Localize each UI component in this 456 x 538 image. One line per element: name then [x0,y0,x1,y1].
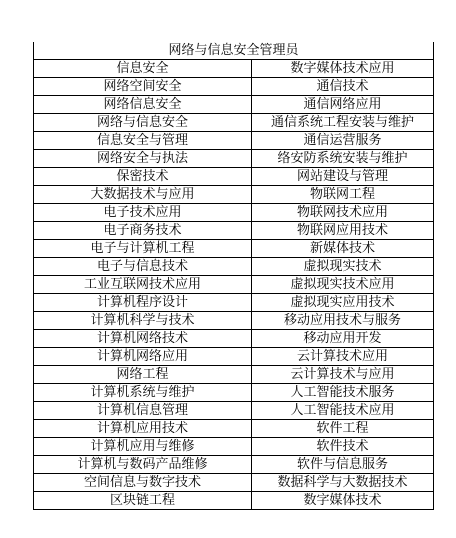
table-row [34,456,434,474]
major-cell-right: 数字媒体技术 [252,492,434,510]
major-cell-left: 计算机程序设计 [34,294,252,312]
major-cell-left: 空间信息与数字技术 [34,474,252,492]
major-cell-right: 新媒体技术 [252,240,434,258]
table-row [34,330,434,348]
major-cell-left: 电子商务技术 [34,222,252,240]
major-cell-right: 移动应用开发 [252,330,434,348]
major-cell-right: 人工智能技术服务 [252,384,434,402]
table-row [34,150,434,168]
table-row [34,474,434,492]
major-cell-right: 物联网工程 [252,186,434,204]
major-cell-left: 电子与信息技术 [34,258,252,276]
major-cell-right: 物联网应用技术 [252,222,434,240]
table-row [34,384,434,402]
table-row [34,114,434,132]
table-row [34,132,434,150]
major-cell-left: 计算机信息管理 [34,402,252,420]
major-cell-left: 工业互联网技术应用 [34,276,252,294]
major-cell-right: 数据科学与大数据技术 [252,474,434,492]
major-cell-right: 云计算技术应用 [252,348,434,366]
major-cell-right: 数字媒体技术应用 [252,60,434,78]
table-row [34,402,434,420]
table-row [34,348,434,366]
major-cell-right: 软件工程 [252,420,434,438]
table-row [34,258,434,276]
major-cell-right: 通信技术 [252,78,434,96]
major-cell-right: 络安防系统安装与维护 [252,150,434,168]
table-row [34,366,434,384]
major-cell-left: 保密技术 [34,168,252,186]
major-cell-left: 网络安全与执法 [34,150,252,168]
major-cell-right: 虚拟现实技术应用 [252,276,434,294]
major-cell-right: 软件与信息服务 [252,456,434,474]
major-cell-left: 计算机网络应用 [34,348,252,366]
table-row [34,204,434,222]
table-title: 网络与信息安全管理员 [34,42,434,60]
major-table [33,42,434,510]
major-cell-left: 计算机科学与技术 [34,312,252,330]
major-cell-left: 电子与计算机工程 [34,240,252,258]
major-cell-right: 网站建设与管理 [252,168,434,186]
major-cell-left: 网络工程 [34,366,252,384]
major-cell-left: 电子技术应用 [34,204,252,222]
major-cell-left: 计算机应用技术 [34,420,252,438]
major-cell-right: 软件技术 [252,438,434,456]
major-cell-left: 网络与信息安全 [34,114,252,132]
table-row [34,420,434,438]
major-cell-left: 计算机系统与维护 [34,384,252,402]
table-row [34,240,434,258]
major-cell-left: 区块链工程 [34,492,252,510]
table-row [34,276,434,294]
table-row [34,438,434,456]
major-cell-right: 虚拟现实技术 [252,258,434,276]
major-cell-right: 通信网络应用 [252,96,434,114]
major-cell-right: 移动应用技术与服务 [252,312,434,330]
major-cell-right: 云计算技术与应用 [252,366,434,384]
major-cell-left: 计算机与数码产品维修 [34,456,252,474]
major-cell-left: 网络信息安全 [34,96,252,114]
major-cell-left: 信息安全与管理 [34,132,252,150]
table-row [34,96,434,114]
major-cell-right: 通信系统工程安装与维护 [252,114,434,132]
major-cell-right: 通信运营服务 [252,132,434,150]
table-row [34,60,434,78]
major-cell-right: 人工智能技术应用 [252,402,434,420]
table-row [34,222,434,240]
major-cell-left: 计算机网络技术 [34,330,252,348]
major-cell-right: 物联网技术应用 [252,204,434,222]
table-row [34,312,434,330]
major-cell-left: 网络空间安全 [34,78,252,96]
major-cell-left: 信息安全 [34,60,252,78]
table-row [34,492,434,510]
table-row [34,186,434,204]
table-row [34,294,434,312]
major-cell-left: 计算机应用与维修 [34,438,252,456]
table-title-row [34,42,434,60]
major-table-body [34,42,434,510]
major-cell-left: 大数据技术与应用 [34,186,252,204]
table-row [34,168,434,186]
major-cell-right: 虚拟现实应用技术 [252,294,434,312]
table-row [34,78,434,96]
